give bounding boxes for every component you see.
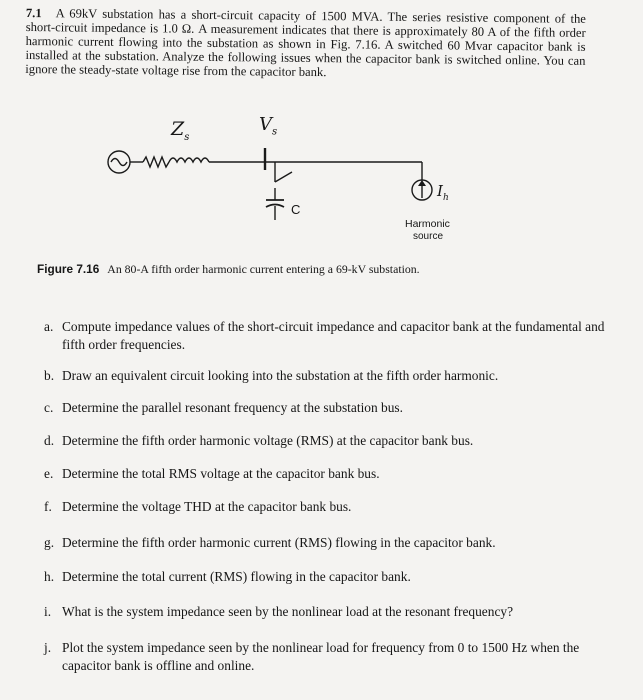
vs-label: $V_s$ — [259, 114, 278, 138]
figure-caption — [37, 262, 597, 277]
resistor-icon — [143, 157, 169, 167]
harmonic-source-sublabel: source — [413, 231, 444, 242]
question-label: h. — [44, 569, 55, 584]
question-text: Determine the total RMS voltage at the capacitor bank bus. — [62, 466, 380, 481]
circuit-figure — [95, 114, 515, 258]
question-item — [44, 568, 614, 586]
question-text: Determine the total current (RMS) flowing in the capacitor bank. — [62, 569, 411, 584]
question-label: c. — [44, 400, 54, 415]
question-text: Determine the voltage THD at the capacitor bank bus. — [62, 499, 352, 514]
caption-label: Figure 7.16 — [37, 262, 100, 276]
zs-label: $Z_s$ — [171, 118, 190, 143]
harmonic-source-label: Harmonic — [405, 218, 450, 230]
sine-wave-icon — [111, 159, 127, 166]
question-text: Draw an equivalent circuit looking into the substation at the fifth order harmonic. — [62, 368, 499, 383]
question-item — [44, 432, 614, 450]
question-label: e. — [44, 466, 54, 481]
caption-text: An 80-A fifth order harmonic current entering a 69-kV substation. — [107, 262, 420, 276]
question-text: Determine the fifth order harmonic voltage (RMS) at the capacitor bank bus. — [62, 433, 474, 448]
inductor-icon — [169, 158, 209, 162]
question-item — [44, 498, 614, 516]
question-label: i. — [44, 604, 52, 619]
problem-number: 7.1 — [25, 6, 42, 21]
circuit-diagram — [95, 118, 515, 258]
question-item — [44, 639, 614, 675]
question-label: b. — [44, 368, 55, 383]
question-label: f. — [44, 499, 52, 514]
problem-statement — [25, 6, 586, 82]
question-label: g. — [44, 535, 55, 550]
question-item — [44, 534, 614, 552]
question-text: What is the system impedance seen by the nonlinear load at the resonant frequency? — [62, 604, 514, 619]
question-item — [44, 367, 614, 385]
problem-text: A 69kV substation has a short-circuit capacity of 1500 MVA. The series resistive component of the short-circuit impedance is 1.0 Ω. A measurement indicates that there is approximately 80 A of the fifth order harmonic current flowing into the substation as shown in Fig. 7.16. A switched 60 Mvar capacitor bank is installed at the substation. Analyze the following issues when the capacitor bank is switched online. You can ignore the steady-state voltage rise from the capacitor bank. — [25, 6, 586, 80]
ih-label: $I_h$ — [437, 182, 449, 203]
question-text: Determine the parallel resonant frequency at the substation bus. — [62, 400, 403, 415]
question-item — [44, 603, 614, 621]
question-text: Plot the system impedance seen by the nonlinear load for frequency from 0 to 1500 Hz when the capacitor bank is offline and online. — [62, 640, 580, 673]
capacitor-label: C — [291, 202, 301, 217]
question-text: Determine the fifth order harmonic current (RMS) flowing in the capacitor bank. — [62, 535, 496, 550]
question-label: a. — [44, 319, 54, 334]
question-item — [44, 465, 614, 483]
question-item — [44, 399, 614, 417]
question-text: Compute impedance values of the short-circuit impedance and capacitor bank at the fundamental and fifth order frequencies. — [62, 319, 605, 352]
question-label: d. — [44, 433, 55, 448]
question-label: j. — [44, 640, 52, 655]
question-item — [44, 318, 614, 354]
